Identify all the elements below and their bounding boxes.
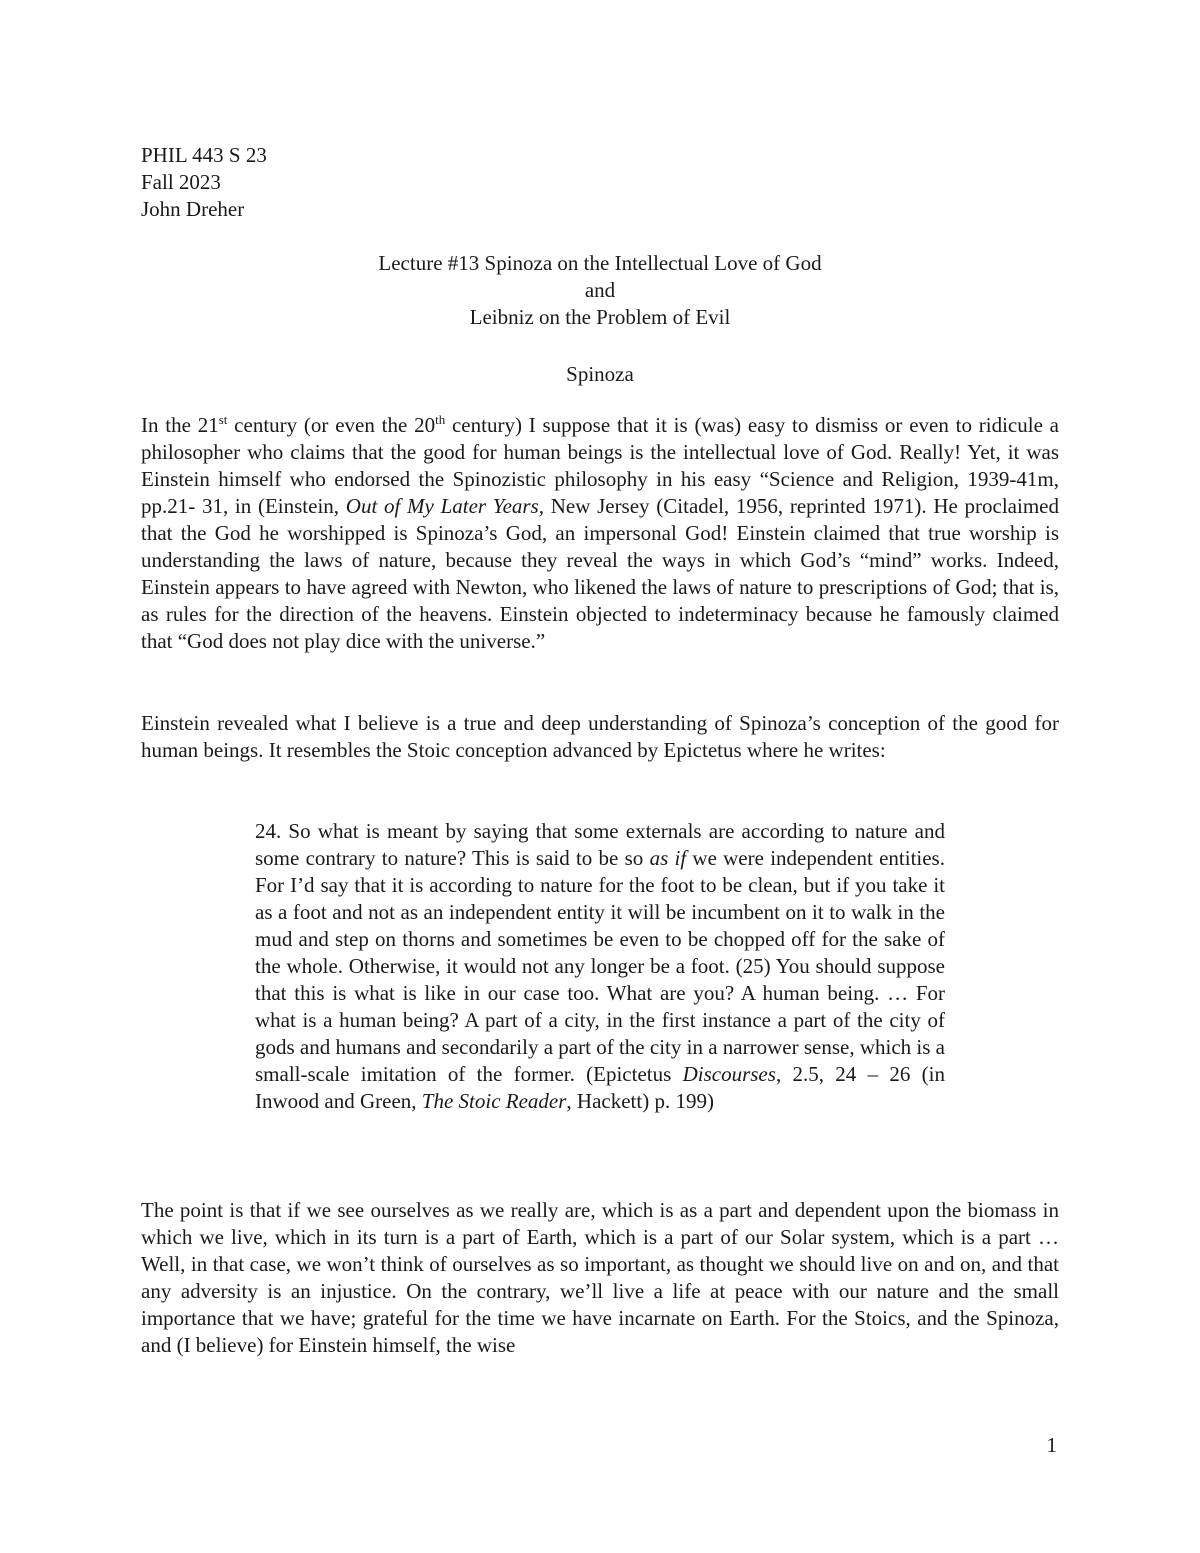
text-run: century) I suppose that it is (was) easy to dismiss or even to ridicule a philosopher who claims that the good for human beings is the intellectual love of God. Really! Yet, it was Einstein himself who endorsed the Spinozistic philosophy in his easy “Science and Religion, 1939-41m, pp.21- 31, in (Einstein, xyxy=(141,413,1059,518)
title-line-3: Leibniz on the Problem of Evil xyxy=(469,305,731,329)
text-run: New Jersey (Citadel, 1956, reprinted 1971). He proclaimed that the God he worshipped is Spinoza’s God, an impersonal God! Einstein claimed that true worship is understanding the laws of nature, because they reveal the ways in which God’s “mind” works. Indeed, Einstein appears to have agreed with Newton, who likened the laws of nature to prescriptions of God; that is, as rules for the direction of the heavens. Einstein objected to indeterminacy because he famously claimed that “God does not play dice with the universe.” xyxy=(141,494,1059,653)
course-code: PHIL 443 S 23 xyxy=(141,143,267,167)
term: Fall 2023 xyxy=(141,170,221,194)
book-title: Discourses xyxy=(682,1062,776,1086)
superscript: st xyxy=(218,412,228,427)
text-run: , 2.5, 24 – 26 (in Inwood and Green, xyxy=(255,1062,945,1113)
block-quote xyxy=(255,818,945,1115)
superscript: th xyxy=(435,412,446,427)
document-header xyxy=(141,142,267,223)
text-run: we were independent entities. For I’d say that it is according to nature for the foot to be clean, but if you take it as a foot and not as an independent entity it will be incumbent on it to walk in the mud and step on thorns and sometimes be even to be chopped off for the sake of the whole. Otherwise, it would not any longer be a foot. (25) You should suppose that this is what is like in our case too. What are you? A human being. … For what is a human being? A part of a city, in the first instance a part of the city of gods and humans and secondarily a part of the city in a narrower sense, which is a small-scale imitation of the former. (Epictetus xyxy=(255,846,945,1086)
author-name: John Dreher xyxy=(141,197,245,221)
paragraph-einstein: Einstein revealed what I believe is a true and deep understanding of Spinoza’s conception of the good for human beings. It resembles the Stoic conception advanced by Epictetus where he writes: xyxy=(141,711,1059,762)
title-line-2: and xyxy=(584,278,616,302)
title-line-1: Lecture #13 Spinoza on the Intellectual Love of God xyxy=(378,251,822,275)
text-run: In the 21 xyxy=(141,413,219,437)
emphasis: as if xyxy=(649,846,687,870)
book-title: The Stoic Reader xyxy=(421,1089,567,1113)
page-number: 1 xyxy=(1046,1433,1057,1457)
section-heading: Spinoza xyxy=(566,362,634,386)
text-run: , Hackett) p. 199) xyxy=(566,1089,714,1113)
lecture-title xyxy=(0,250,1200,331)
text-run: 24. So what is meant by saying that some externals are according to nature and some contrary to nature? This is said to be so xyxy=(255,819,945,870)
paragraph-intro xyxy=(141,412,1059,655)
book-title: Out of My Later Years, xyxy=(345,494,544,518)
text-run: century (or even the 20 xyxy=(227,413,436,437)
paragraph-point: The point is that if we see ourselves as we really are, which is as a part and dependent upon the biomass in which we live, which in its turn is a part of Earth, which is a part of our Solar system, which is a part … Well, in that case, we won’t think of ourselves as so important, as thought we should live on and on, and that any adversity is an injustice. On the contrary, we’ll live a life at peace with our nature and the small importance that we have; grateful for the time we have incarnate on Earth. For the Stoics, and the Spinoza, and (I believe) for Einstein himself, the wise xyxy=(141,1198,1059,1357)
